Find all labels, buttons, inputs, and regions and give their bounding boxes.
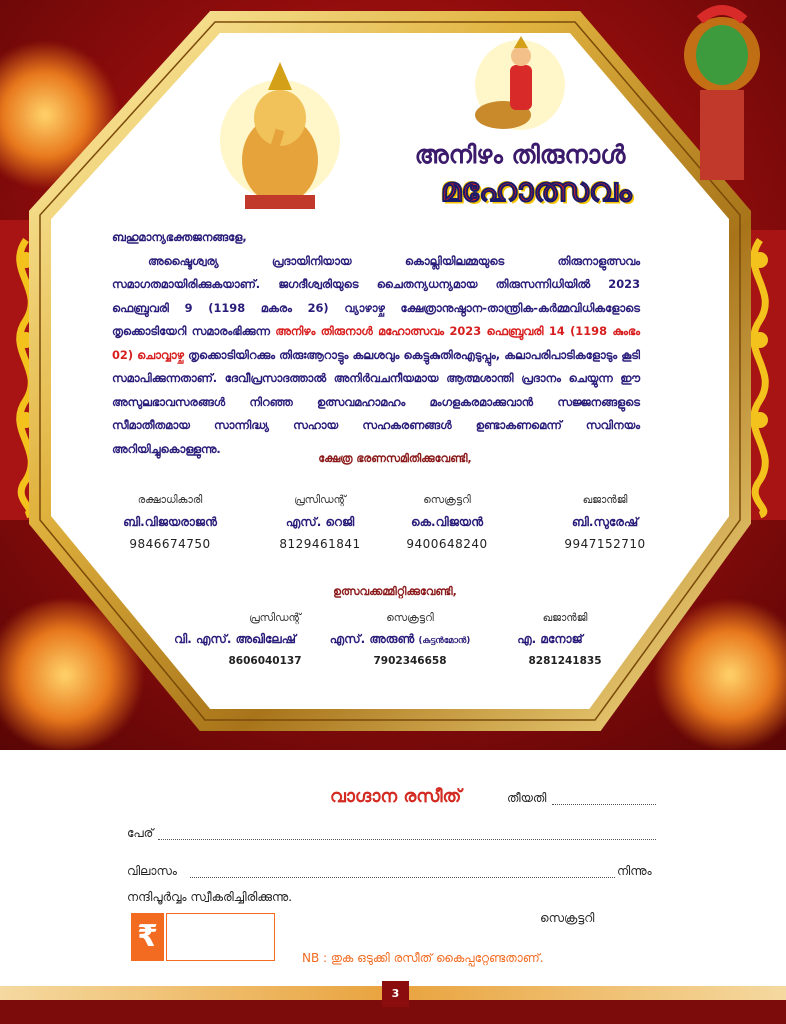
letter-text-part2: തൃക്കൊടിയിറക്കും തിരുഃആറാട്ടും കലശവും കെട്ടുകുതിരഎടുപ്പും, കലാപരിപാടികളോടും കൂടി സമാപിക്കുന്നതാണ്. ദേവീപ്രസാദത്താൽ അനിർവചനീയമായ ആത്മശാന്തി പ്രദാനം ചെയ്യുന്ന ഈ അസുലഭാവസരങ്ങൾ നിറഞ്ഞ ഉത്സവമഹാമഹം മംഗളകരമാക്കുവാൻ സജ്ജനങ്ങളുടെ സീമാതീതമായ സാന്നിദ്ധ്യ സഹായ സഹകരണങ്ങൾ ഉണ്ടാകണമെന്ന് സവിനയം അറിയിച്ചുകൊള്ളുന്നു. (112, 347, 640, 456)
committee1-role: പ്രസിഡന്റ് (294, 494, 346, 506)
name-label: പേര് (127, 826, 154, 840)
name-field[interactable] (158, 839, 656, 840)
date-label: തീയതി (507, 791, 547, 805)
committee1-phone: 9400648240 (406, 537, 488, 551)
title-line-2: മഹോത്സവം (440, 170, 632, 209)
committee1-name: ബി.വിജയരാജൻ (123, 515, 217, 529)
page-number: 3 (382, 981, 409, 1007)
letter-highlight: അനിഴം തിരുനാൾ മഹോത്സവം 2023 ഫെബ്രുവരി 14 (1198 കുംഭം 02) ചൊവ്വാഴ്ച (112, 324, 640, 362)
letter-body (112, 226, 640, 461)
address-label: വിലാസം (127, 864, 177, 878)
committee1-name: ബി.സുരേഷ് (571, 515, 639, 529)
committee1-role: ഖജാൻജി (582, 494, 628, 506)
committee1-name: എസ്. റെജി (285, 515, 355, 529)
date-field[interactable] (552, 804, 656, 805)
received-text: നന്ദിപൂർവ്വം സ്വീകരിച്ചിരിക്കുന്നു. (127, 890, 293, 904)
committee1-name: കെ.വിജയൻ (411, 515, 483, 529)
committee2-name: എ. മനോജ് (517, 632, 583, 646)
address-field[interactable] (190, 877, 615, 878)
committee1-heading: ക്ഷേത്ര ഭരണസമിതിക്കുവേണ്ടി, (318, 452, 472, 465)
salutation: ബഹുമാന്യഭക്തജനങ്ങളേ, (112, 230, 247, 244)
committee1-role: സെക്രട്ടറി (423, 494, 471, 506)
committee2-heading: ഉത്സവക്കമ്മിറ്റിക്കുവേണ്ടി, (333, 585, 457, 598)
committee2-phone: 8281241835 (528, 655, 602, 667)
committee2-phone: 8606040137 (228, 655, 302, 667)
committee2-name-suffix: (കുട്ടൻമോൻ) (418, 636, 471, 646)
secretary-label: സെക്രട്ടറി (540, 911, 595, 925)
committee2-name: വി. എസ്. അഖിലേഷ് (174, 632, 296, 646)
rupee-icon: ₹ (131, 913, 164, 961)
letter-text-part1: അഷ്ടൈശ്വര്യ പ്രദായിനിയായ കൊല്ലിയിലമ്മയുടെ തിരുനാളുത്സവം സമാഗതമായിരിക്കുകയാണ്. ജഗദീശ്വരിയുടെ ചൈതന്യധന്യമായ തിരുസന്നിധിയിൽ 2023 ഫെബ്രുവരി 9 (1198 മകരം 26) വ്യാഴാഴ്ച ക്ഷേത്രാനുഷ്ഠാന-താന്ത്രിക-കർമ്മവിധികളോടെ തൃക്കൊടിയേറി സമാരംഭിക്കുന്ന (112, 253, 640, 338)
amount-field[interactable] (166, 913, 275, 961)
from-label: നിന്നും (617, 864, 652, 878)
receipt-title: വാഗ്ദാന രസീത് (330, 786, 462, 807)
committee2-name-text: എസ്. അരുൺ (329, 632, 415, 646)
committee1-phone: 9846674750 (129, 537, 211, 551)
committee2-role: ഖജാൻജി (542, 612, 588, 624)
letter-paragraph (112, 250, 640, 462)
committee2-role: സെക്രട്ടറി (386, 612, 434, 624)
committee1-role: രക്ഷാധികാരി (137, 494, 203, 506)
committee1-phone: 8129461841 (279, 537, 361, 551)
committee2-role: പ്രസിഡന്റ് (249, 612, 301, 624)
receipt-note: NB : തുക ഒടുക്കി രസീത് കൈപ്പറ്റേണ്ടതാണ്. (302, 951, 544, 965)
title-line-1: അനിഴം തിരുനാൾ (414, 140, 626, 169)
committee1-phone: 9947152710 (564, 537, 646, 551)
committee2-name (315, 632, 485, 647)
committee2-phone: 7902346658 (373, 655, 447, 667)
